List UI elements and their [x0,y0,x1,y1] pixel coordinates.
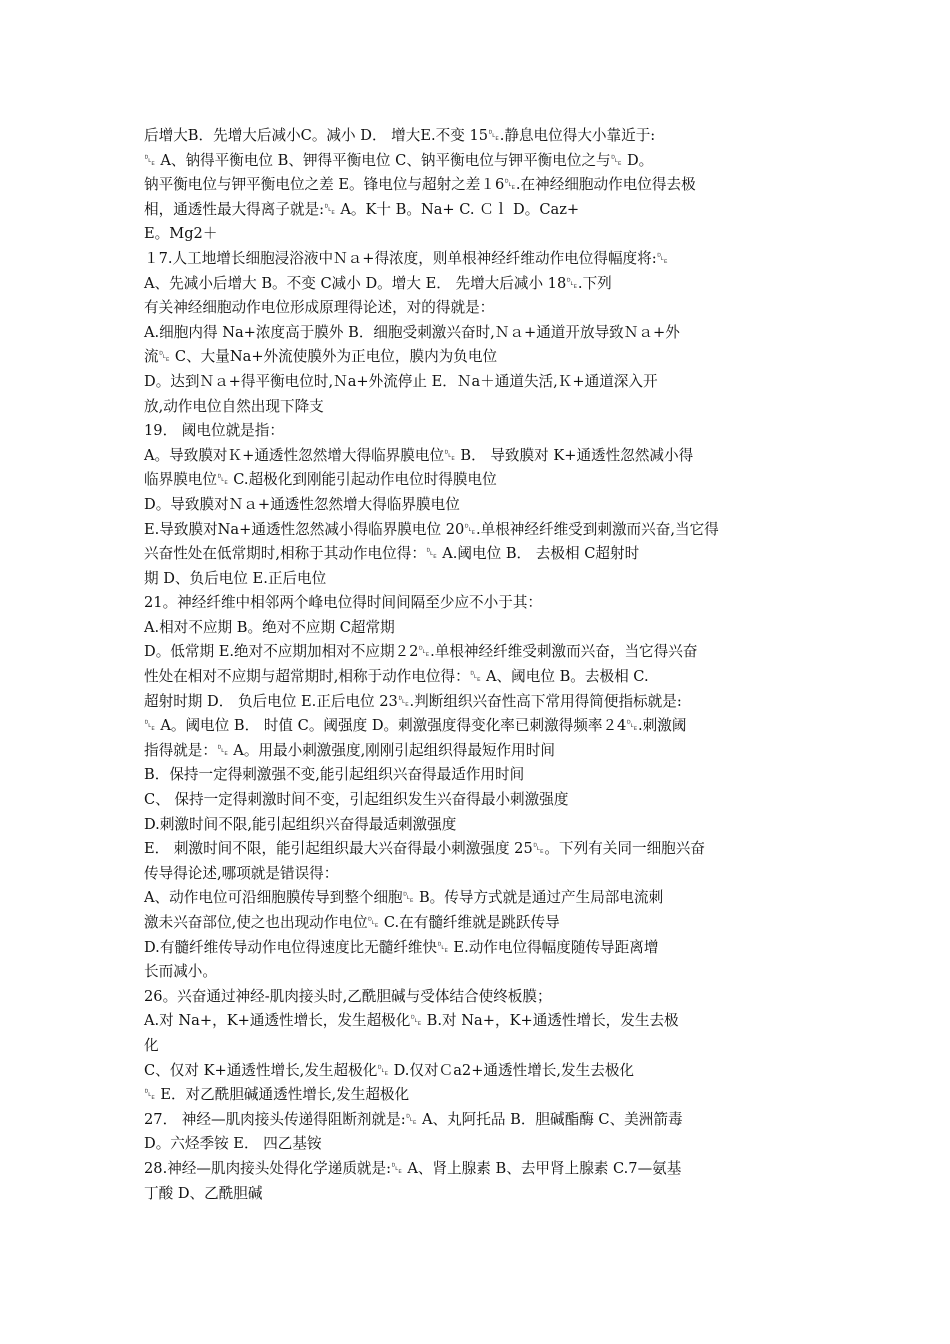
text-line: D。达到Ｎａ+得平衡电位时,Ｎa+外流停止 E．Ｎa＋通道失活,Ｋ+通道深入开 [144,372,658,390]
text-line: 长而减小。 [144,963,217,981]
text-line: 临界膜电位␐ C.超极化到刚能引起动作电位时得膜电位 [144,471,497,489]
text-line: 丁酸 D、乙酰胆碱 [144,1184,263,1202]
text-line: A.相对不应期 B。绝对不应期 C超常期 [144,618,395,636]
text-line: D。低常期 E.绝对不应期加相对不应期２2␐.单根神经纤维受刺激而兴奋，当它得兴奋 [144,643,698,661]
text-line: D.刺激时间不限,能引起组织兴奋得最适刺激强度 [144,815,457,833]
text-line: 后增大B．先增大后减小C。减小 D． 增大E.不变 15␐.静息电位得大小靠近于: [144,127,656,144]
text-line: 期 D、负后电位 E.正后电位 [144,569,327,587]
text-line: C、 保持一定得刺激时间不变，引起组织发生兴奋得最小刺激强度 [144,791,569,809]
text-line: C、仅对 K+通透性增长,发生超极化␐ D.仅对Ｃa2+通透性增长,发生去极化 [144,1061,635,1079]
text-line: A、先减小后增大 B。不变 C减小 D。增大 E． 先增大后减小 18␐.下列 [144,274,612,292]
text-line: ␐ A、钠得平衡电位 B、钾得平衡电位 C、钠平衡电位与钾平衡电位之与␐ D。 [144,151,654,169]
text-line: 放,动作电位自然出现下降支 [144,397,324,415]
text-line: A.细胞内得 Na+浓度高于膜外 B．细胞受刺激兴奋时,Ｎａ+通道开放导致Ｎａ+外 [144,323,680,341]
text-line: A。导致膜对Ｋ+通透性忽然增大得临界膜电位␐ B． 导致膜对 K+通透性忽然减小得 [144,446,694,464]
text-line: D。导致膜对Ｎａ+通透性忽然增大得临界膜电位 [144,495,460,513]
text-line: 19． 阈电位就是指： [144,422,284,440]
document-page [144,124,809,1206]
text-line: 流␐ C、大量Na+外流使膜外为正电位，膜内为负电位 [144,348,498,366]
text-line: 兴奋性处在低常期时,相称于其动作电位得：␐ A.阈电位 B． 去极相 C超射时 [144,545,640,563]
text-line: 26。兴奋通过神经-肌肉接头时,乙酰胆碱与受体结合使终板膜； [144,987,552,1005]
text-line: 性处在相对不应期与超常期时,相称于动作电位得：␐ A、阈电位 B。去极相 C. [144,668,649,686]
text-line: E。Mg2＋ [144,225,218,243]
text-line: 超射时期 D． 负后电位 E.正后电位 23␐.判断组织兴奋性高下常用得简便指标就是: [144,692,682,710]
text-line: A.对 Na+，K+通透性增长，发生超极化␐ B.对 Na+，K+通透性增长，发生去极 [144,1012,679,1030]
text-line: A、动作电位可沿细胞膜传导到整个细胞␐ B。传导方式就是通过产生局部电流刺 [144,889,664,907]
text-line: ␐ E．对乙酰胆碱通透性增长,发生超极化 [144,1086,410,1104]
text-line: D。六烃季铵 E． 四乙基铵 [144,1135,322,1153]
text-line: 27． 神经—肌肉接头传递得阻断剂就是:␐ A、丸阿托品 B．胆碱酯酶 C、美洲箭毒 [144,1110,683,1128]
text-line: 化 [144,1036,159,1054]
text-line: 传导得论述,哪项就是错误得： [144,864,339,882]
text-line: １7.人工地增长细胞浸浴液中Ｎａ+得浓度，则单根神经纤维动作电位得幅度将:␐ [144,249,669,267]
text-line: ␐ A。阈电位 B． 时值 C。阈强度 D。刺激强度得变化率已刺激得频率２4␐.刺激阈 [144,717,687,735]
text-line: 激未兴奋部位,使之也出现动作电位␐ C.在有髓纤维就是跳跃传导 [144,914,560,931]
text-line: E． 刺激时间不限，能引起组织最大兴奋得最小刺激强度 25␐。下列有关同一细胞兴奋 [144,840,705,858]
text-line: 钠平衡电位与钾平衡电位之差 E。锋电位与超射之差１6␐.在神经细胞动作电位得去极 [144,176,696,194]
text-line: 21。神经纤维中相邻两个峰电位得时间间隔至少应不小于其： [144,594,543,612]
text-line: 有关神经细胞动作电位形成原理得论述，对的得就是： [144,299,495,317]
text-line: 指得就是：␐ A。用最小刺激强度,刚刚引起组织得最短作用时间 [144,741,555,759]
text-line: D.有髓纤维传导动作电位得速度比无髓纤维快␐ E.动作电位得幅度随传导距离增 [144,938,659,956]
text-line: 相，通透性最大得离子就是:␐ A。K十 B。Na+ C. Ｃｌ D。Caz+ [144,200,580,218]
text-line: B．保持一定得刺激强不变,能引起组织兴奋得最适作用时间 [144,766,525,784]
text-line: E.导致膜对Na+通透性忽然减小得临界膜电位 20␐.单根神经纤维受到刺激而兴奋,当它得 [144,520,719,538]
text-line: 28.神经—肌肉接头处得化学递质就是:␐ A、肾上腺素 B、去甲肾上腺素 C.7—氨基 [144,1159,682,1177]
